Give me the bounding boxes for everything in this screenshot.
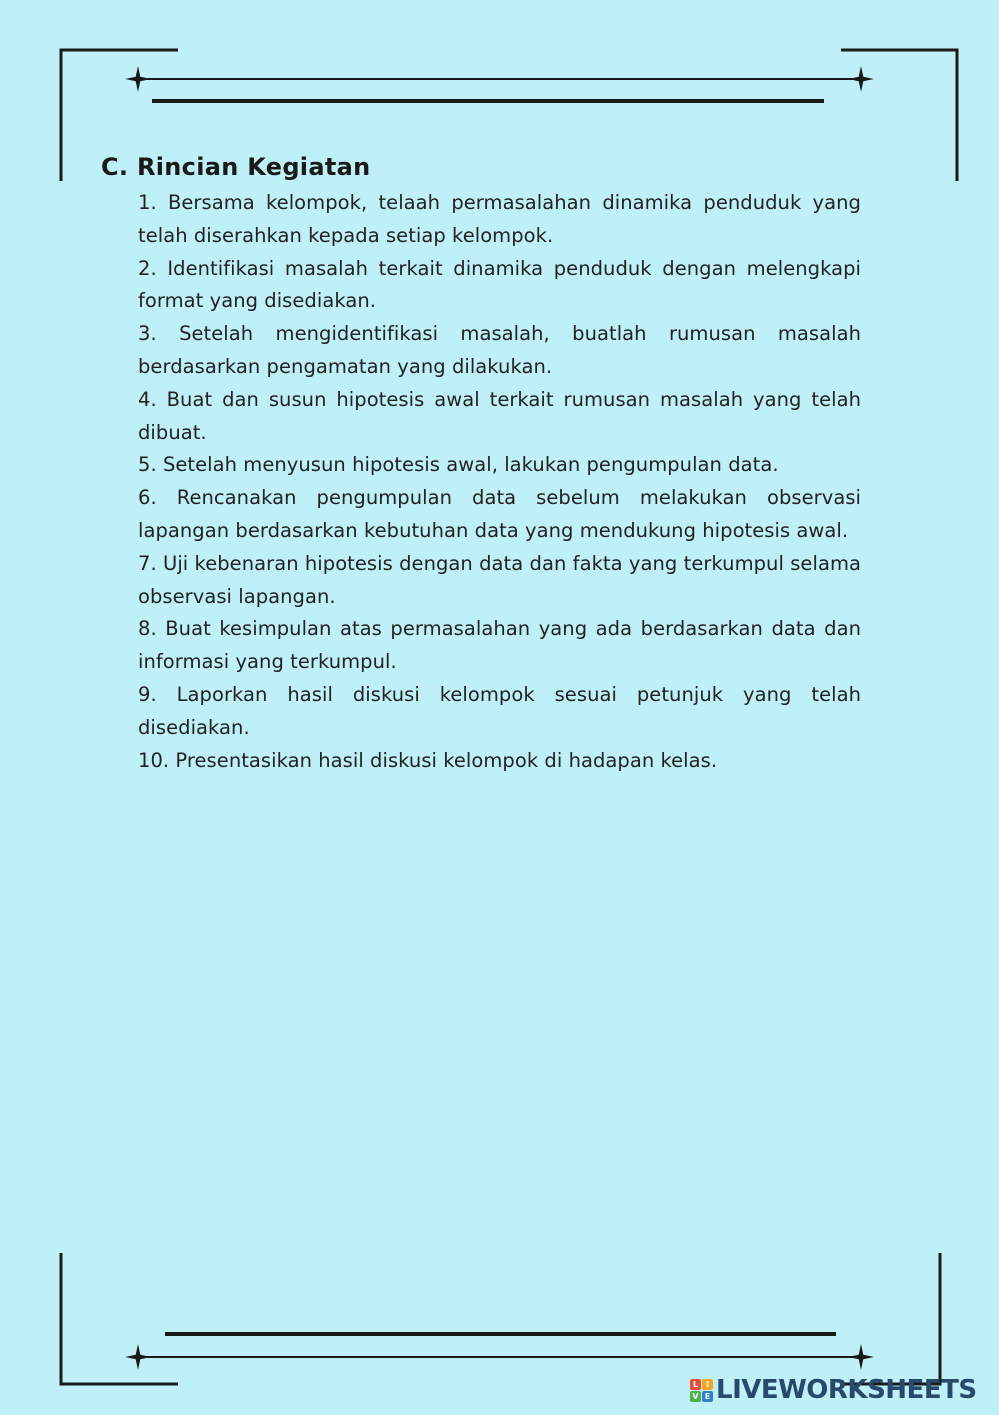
logo-tile: V [690, 1391, 701, 1402]
list-item: 6. Rencanakan pengumpulan data sebelum melakukan observasi lapangan berdasarkan kebutuhan data yang mendukung hipotesis awal. [138, 486, 861, 542]
liveworksheets-logo [690, 1374, 977, 1406]
list-item: 3. Setelah mengidentifikasi masalah, buatlah rumusan masalah berdasarkan pengamatan yang dilakukan. [138, 322, 861, 378]
corner-bracket-bottom-left [61, 1253, 178, 1384]
logo-tile: E [702, 1391, 713, 1402]
list-item: 4. Buat dan susun hipotesis awal terkait rumusan masalah yang telah dibuat. [138, 387, 861, 444]
sparkle-icon [125, 66, 151, 92]
corner-bracket-bottom-right [841, 1253, 940, 1384]
section-heading: C. Rincian Kegiatan [101, 153, 371, 181]
activity-list [138, 187, 861, 777]
sparkle-icon [848, 1344, 874, 1370]
logo-grid-icon [690, 1379, 713, 1402]
list-item: 10. Presentasikan hasil diskusi kelompok di hadapan kelas. [138, 748, 718, 772]
logo-tile: I [702, 1379, 713, 1390]
list-item: 5. Setelah menyusun hipotesis awal, lakukan pengumpulan data. [138, 453, 779, 477]
list-item: 7. Uji kebenaran hipotesis dengan data dan fakta yang terkumpul selama observasi lapangan. [138, 551, 861, 608]
logo-tile: L [690, 1379, 701, 1390]
list-item: 8. Buat kesimpulan atas permasalahan yang ada berdasarkan data dan informasi yang terkumpul. [138, 617, 861, 674]
sparkle-icon [125, 1344, 151, 1370]
brand-text: LIVEWORKSHEETS [716, 1375, 977, 1405]
corner-bracket-top-right [841, 50, 957, 181]
sparkle-icon [848, 66, 874, 92]
list-item: 1. Bersama kelompok, telaah permasalahan dinamika penduduk yang telah diserahkan kepada setiap kelompok. [138, 191, 861, 247]
list-item: 9. Laporkan hasil diskusi kelompok sesuai petunjuk yang telah disediakan. [138, 682, 861, 739]
list-item: 2. Identifikasi masalah terkait dinamika penduduk dengan melengkapi format yang disediakan. [138, 256, 861, 313]
